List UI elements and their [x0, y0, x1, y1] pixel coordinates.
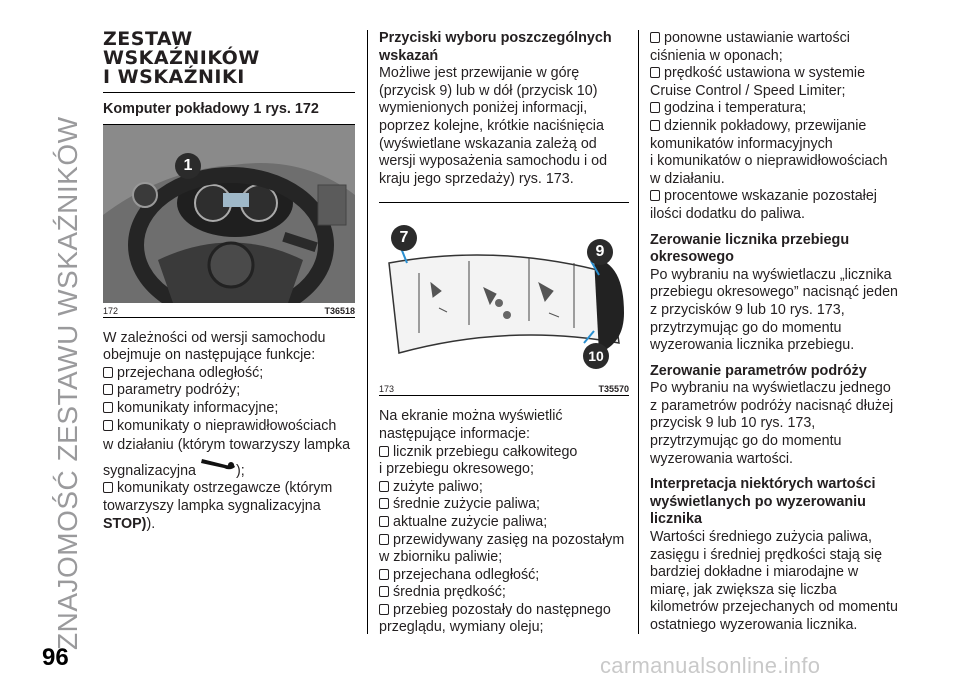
list-item: komunikaty ostrzegawcze (którym — [103, 480, 355, 498]
list-item: dziennik pokładowy, przewijanie — [650, 118, 900, 136]
column-3: ponowne ustawianie wartości ciśnienia w oponach; prędkość ustawiona w systemie Cruise Control / Speed Limiter; godzina i temperatura; dziennik pokładowy, przewijanie komunikatów informacyjnych i komunikatów o nieprawidłowościach w działaniu. procentowe wskazanie pozostałej ilości dodatku do paliwa. Zerowanie licznika przebiegu okresowego Po wybraniu na wyświetlaczu „licznika przebiegu okresowego” nacisnąć jeden z przycisków 9 lub 10 rys. 173, przytrzymując go do momentu wyzerowania licznika przebiegu. Zerowanie parametrów podróży Po wybraniu na wyświetlaczu jednego z parametrów podróży nacisnąć dłużej przycisk 9 lub 10 rys. 173, przytrzymując go do momentu wyzerowania wartości. Interpretacja niektórych wartości wyświetlanych po wyzerowaniu licznika Wartości średniego zużycia paliwa, zasięgu i średniej prędkości stają się bardziej dokładne i miarodajne w miarę, jak zwiększa się liczba kilometrów przejechanych od momentu ostatniego wyzerowania licznika. — [650, 30, 900, 635]
bullet-icon — [379, 446, 389, 457]
list-item: procentowe wskazanie pozostałej — [650, 188, 900, 206]
list-item: średnia prędkość; — [379, 584, 629, 602]
section-heading: Zerowanie parametrów podróży — [650, 362, 867, 379]
bullet-icon — [650, 102, 660, 113]
column-divider-2 — [638, 30, 639, 634]
section-heading: Interpretacja niektórych wartości wyświetlanych po wyzerowaniu licznika — [650, 476, 876, 528]
bullet-icon — [379, 586, 389, 597]
callout-9: 9 — [587, 239, 613, 265]
sidebar-section-title: ZNAJOMOŚĆ ZESTAWU WSKAŹNIKÓW — [52, 116, 83, 650]
bullet-icon — [650, 32, 660, 43]
list-item: ponowne ustawianie wartości — [650, 30, 900, 48]
bullet-icon — [650, 120, 660, 131]
list-item: aktualne zużycie paliwa; — [379, 514, 629, 532]
paragraph: Możliwe jest przewijanie w górę (przycisk 9) lub w dół (przycisk 10) wymienionych poniżej informacji, poprzez kolejne, krótkie naciśnięcia (wyświetlane wskazania zależą od wersji wyposażenia samochodu i od kraju jego sprzedaży) rys. 173. — [379, 65, 608, 187]
watermark: carmanualsonline.info — [600, 653, 821, 678]
bullet-icon — [379, 498, 389, 509]
list-item: prędkość ustawiona w systemie — [650, 65, 900, 83]
list-item: średnie zużycie paliwa; — [379, 496, 629, 514]
section-heading: Zerowanie licznika przebiegu okresowego — [650, 231, 850, 266]
figure-173 — [379, 203, 629, 395]
figure-code: T35570 — [598, 384, 629, 395]
section-heading: Przyciski wyboru poszczególnych wskazań — [379, 30, 612, 64]
title-rule — [103, 92, 355, 93]
list-item: przejechana odległość; — [103, 365, 355, 383]
figure-code: T36518 — [324, 305, 355, 316]
wrench-icon — [200, 455, 236, 471]
bullet-icon — [103, 420, 113, 431]
figure-number: 173 — [379, 384, 395, 395]
list-item: przewidywany zasięg na pozostałym — [379, 532, 629, 550]
bullet-icon — [103, 384, 113, 395]
list-item: licznik przebiegu całkowitego — [379, 444, 629, 462]
list-item: zużyte paliwo; — [379, 479, 629, 497]
paragraph: Po wybraniu na wyświetlaczu „licznika przebiegu okresowego” nacisnąć jeden z przycisków 9 lub 10 rys. 173, przytrzymując go do momentu wyzerowania licznika przebiegu. — [650, 266, 898, 354]
paragraph: Po wybraniu na wyświetlaczu jednego z parametrów podróży nacisnąć dłużej przycisk 9 lub 10 rys. 173, przytrzymując go do momentu wyzerowania wartości. — [650, 380, 894, 467]
figure-number: 172 — [103, 305, 119, 316]
section-title: ZESTAW WSKAŹNIKÓW I WSKAŹNIKI — [103, 28, 260, 88]
figure-172 — [103, 125, 355, 317]
column-1: ZESTAW WSKAŹNIKÓW I WSKAŹNIKI Komputer pokładowy 1 rys. 172 1 172 T36518 W zależności od wersji samochodu obejmuje on następujące funkcje: przejechana odległość; parametry podróży; komunikaty informacyjne; komunikaty o nieprawidłowościach w działaniu (którym towarzyszy lampka sygnalizacyjna ); komunikaty ostrzegawcze (którym towarzyszy lampka sygnalizacyjna STOP)). — [103, 28, 355, 532]
list-item: godzina i temperatura; — [650, 100, 900, 118]
paragraph: Wartości średniego zużycia paliwa, zasięgu i średniej prędkości stają się bardziej dokładne i miarodajne w miarę, jak zwiększa się liczba kilometrów przejechanych od momentu ostatniego wyzerowania licznika. — [650, 529, 898, 633]
bullet-icon — [103, 367, 113, 378]
list-item: komunikaty o nieprawidłowościach — [103, 418, 355, 436]
intro-text: Na ekranie można wyświetlić następujące informacje: — [379, 408, 563, 442]
bullet-icon — [379, 481, 389, 492]
callout-7: 7 — [391, 225, 417, 251]
dashboard-illustration — [103, 125, 355, 303]
subtitle: Komputer pokładowy 1 rys. 172 — [103, 101, 319, 117]
bullet-icon — [650, 190, 660, 201]
callout-1: 1 — [175, 153, 201, 179]
list-item: parametry podróży; — [103, 382, 355, 400]
bullet-icon — [379, 569, 389, 580]
list-item: przebieg pozostały do następnego — [379, 602, 629, 620]
column-2: Przyciski wyboru poszczególnych wskazań Możliwe jest przewijanie w górę (przycisk 9) lub w dół (przycisk 10) wymienionych poniżej informacji, poprzez kolejne, krótkie naciśnięcia (wyświetlane wskazania zależą od wersji wyposażenia samochodu i od kraju jego sprzedaży) rys. 173. 7 9 10 173 T35570 Na ekranie można wyświetlić następujące informacje: licznik przebiegu całkowitego i przebiegu okresowego; zużyte paliwo; średnie zużycie paliwa; aktualne zużycie paliwa; przewidywany zasięg na pozostałym w zbiorniku paliwie; przejechana odległość; średnia prędkość; przebieg pozostały do następnego przeglądu, wymiany oleju; — [379, 30, 629, 636]
callout-10: 10 — [583, 343, 609, 369]
column-divider-1 — [367, 30, 368, 634]
list-item: komunikaty informacyjne; — [103, 400, 355, 418]
list-item: przejechana odległość; — [379, 567, 629, 585]
page-number: 96 — [42, 644, 69, 671]
intro-text: W zależności od wersji samochodu obejmuje on następujące funkcje: — [103, 329, 326, 364]
bullet-icon — [379, 534, 389, 545]
bullet-icon — [103, 402, 113, 413]
bullet-icon — [103, 482, 113, 493]
bullet-icon — [650, 67, 660, 78]
bullet-icon — [379, 604, 389, 615]
bullet-icon — [379, 516, 389, 527]
